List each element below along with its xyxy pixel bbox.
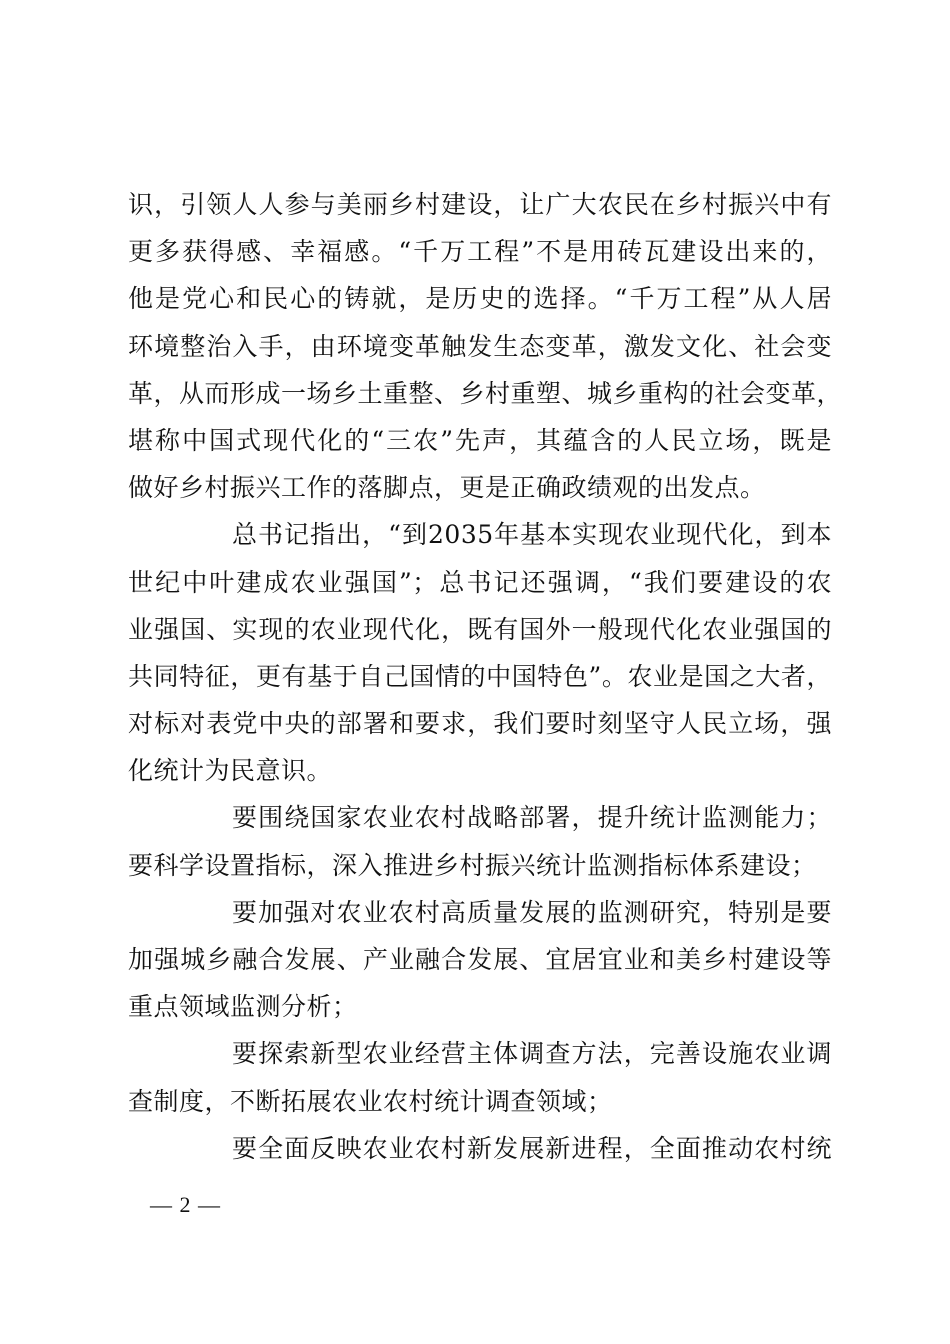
text-line: 环境整治入手，由环境变革触发生态变革，激发文化、社会变 (128, 331, 832, 361)
text-line: 总书记指出，“到2035年基本实现农业现代化，到本 (232, 520, 832, 550)
text-line: 革，从而形成一场乡土重整、乡村重塑、城乡重构的社会变革， (128, 378, 843, 408)
text-line: 要加强对农业农村高质量发展的监测研究，特别是要 (232, 897, 832, 927)
text-line: 要探索新型农业经营主体调查方法，完善设施农业调 (232, 1039, 832, 1069)
text-line: 做好乡村振兴工作的落脚点，更是正确政绩观的出发点。 (128, 473, 766, 503)
text-line: 化统计为民意识。 (128, 756, 333, 786)
text-line: 他是党心和民心的铸就，是历史的选择。“千万工程”从人居 (128, 284, 832, 314)
text-line: 要围绕国家农业农村战略部署，提升统计监测能力； (232, 803, 832, 833)
text-line: 更多获得感、幸福感。“千万工程”不是用砖瓦建设出来的， (128, 237, 832, 267)
text-line: 要科学设置指标，深入推进乡村振兴统计监测指标体系建设； (128, 850, 817, 880)
text-line: 加强城乡融合发展、产业融合发展、宜居宜业和美乡村建设等 (128, 945, 832, 974)
text-line: 世纪中叶建成农业强国”；总书记还强调，“我们要建设的农 (128, 567, 832, 597)
text-line: 堪称中国式现代化的“三农”先声，其蕴含的人民立场，既是 (128, 425, 832, 455)
text-line: 要全面反映农业农村新发展新进程，全面推动农村统 (232, 1133, 832, 1163)
text-line: 查制度，不断拓展农业农村统计调查领域； (128, 1086, 613, 1116)
text-line: 识，引领人人参与美丽乡村建设，让广大农民在乡村振兴中有 (128, 190, 832, 219)
text-line: 共同特征，更有基于自己国情的中国特色”。农业是国之大者， (128, 661, 832, 691)
page-number: — 2 — (150, 1192, 221, 1217)
text-line: 对标对表党中央的部署和要求，我们要时刻坚守人民立场，强 (128, 709, 832, 739)
text-line: 重点领域监测分析； (128, 992, 358, 1022)
text-line: 业强国、实现的农业现代化，既有国外一般现代化农业强国的 (128, 614, 832, 644)
body-text (128, 181, 843, 1172)
